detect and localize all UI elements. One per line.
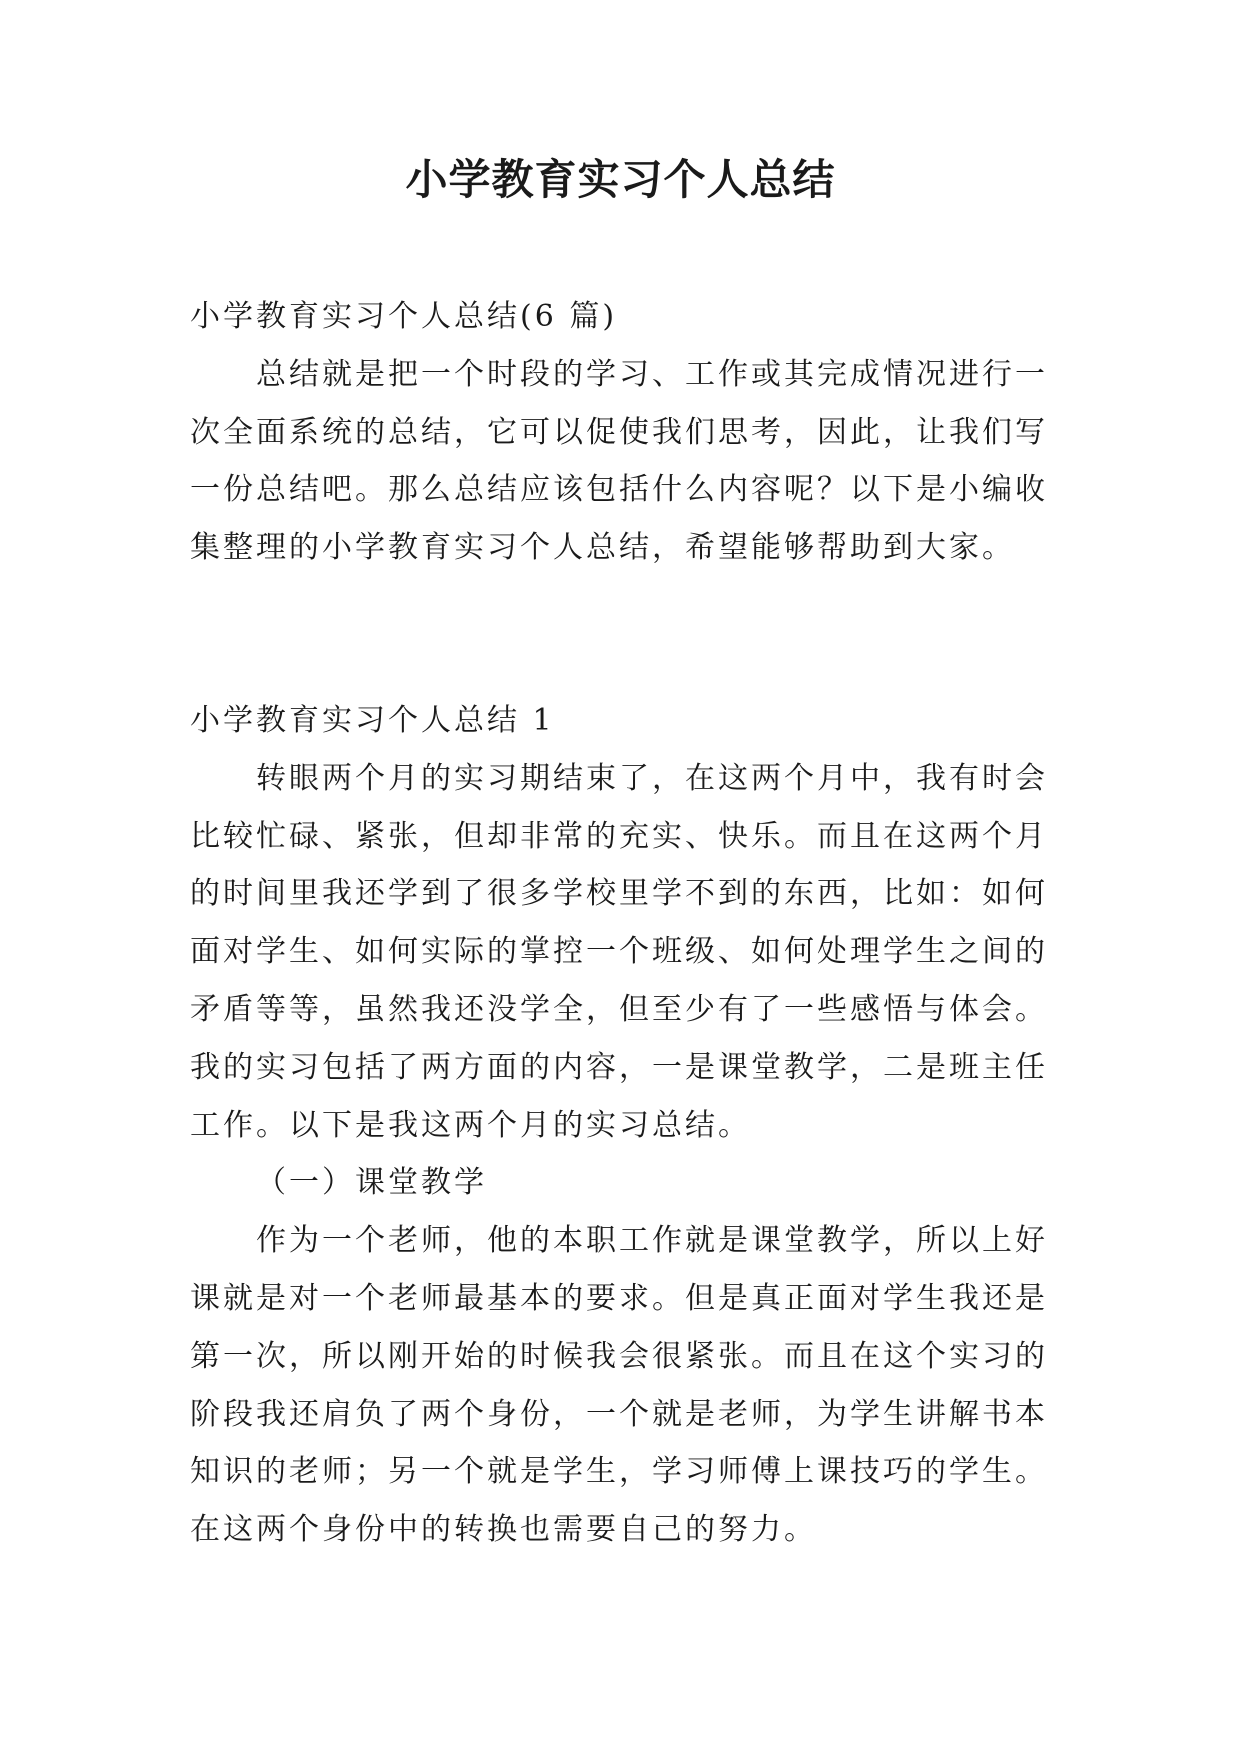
document-body xyxy=(190,288,1070,1559)
body-paragraph: 转眼两个月的实习期结束了，在这两个月中，我有时会比较忙碌、紧张，但却非常的充实、快乐。而且在这两个月的时间里我还学到了很多学校里学不到的东西，比如：如何面对学生、如何实际的掌控一个班级、如何处理学生之间的矛盾等等，虽然我还没学全，但至少有了一些感悟与体会。我的实习包括了两方面的内容，一是课堂教学，二是班主任工作。以下是我这两个月的实习总结。 xyxy=(190,760,1048,1143)
subsection-heading: （一）课堂教学 xyxy=(256,1165,487,1201)
intro-paragraph: 总结就是把一个时段的学习、工作或其完成情况进行一次全面系统的总结，它可以促使我们思考，因此，让我们写一份总结吧。那么总结应该包括什么内容呢？以下是小编收集整理的小学教育实习个人总结，希望能够帮助到大家。 xyxy=(190,356,1048,566)
section-spacer xyxy=(190,577,1070,692)
section-heading: 小学教育实习个人总结 1 xyxy=(190,702,555,738)
body-paragraph: 作为一个老师，他的本职工作就是课堂教学，所以上好课就是对一个老师最基本的要求。但是真正面对学生我还是第一次，所以刚开始的时候我会很紧张。而且在这个实习的阶段我还肩负了两个身份，一个就是老师，为学生讲解书本知识的老师；另一个就是学生，学习师傅上课技巧的学生。在这两个身份中的转换也需要自己的努力。 xyxy=(190,1223,1048,1548)
document-title: 小学教育实习个人总结 xyxy=(405,155,836,204)
document-subtitle: 小学教育实习个人总结(6 篇) xyxy=(190,299,618,334)
